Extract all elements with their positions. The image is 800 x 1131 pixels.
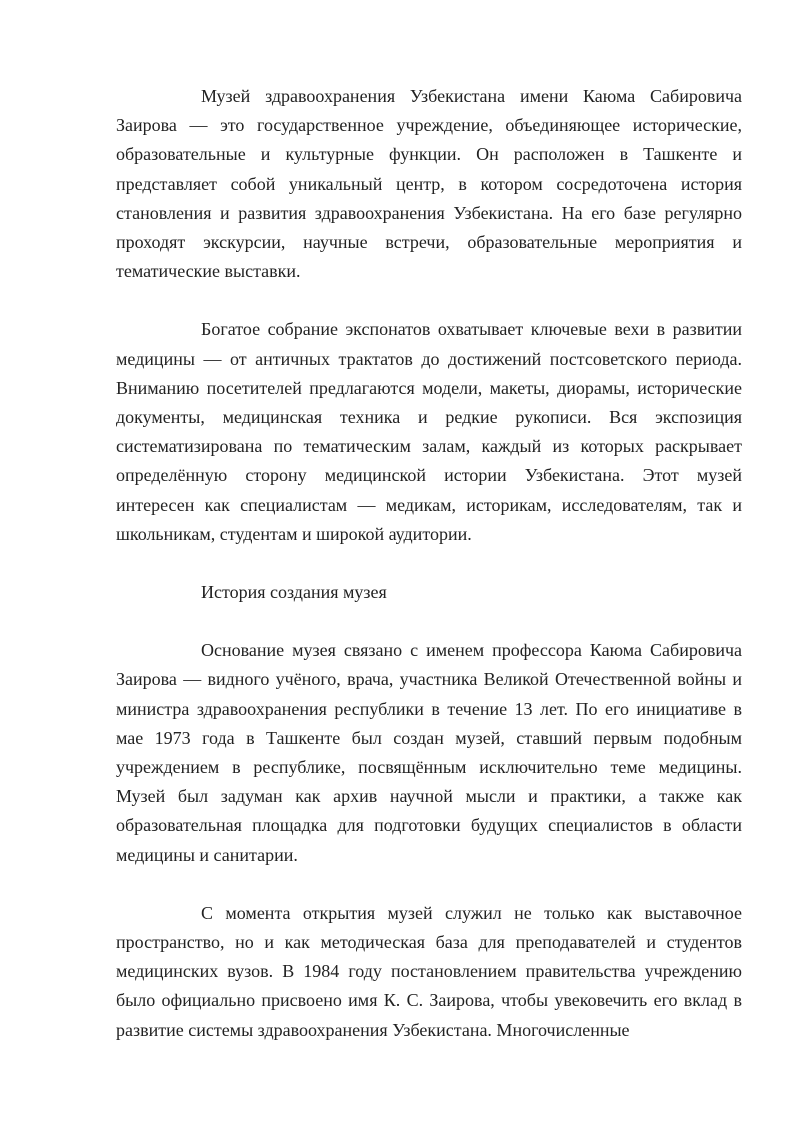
paragraph-spacer [116,549,742,578]
document-page [116,82,742,1045]
paragraph-intro: Музей здравоохранения Узбекистана имени Каюма Сабировича Заирова — это государственное учреждение, объединяющее исторические, образовательные и культурные функции. Он расположен в Ташкенте и представляет собой уникальный центр, в котором сосредоточена история становления и развития здравоохранения Узбекистана. На его базе регулярно проходят экскурсии, научные встречи, образовательные мероприятия и тематические выставки. [116,86,742,282]
paragraph-spacer [116,607,742,636]
paragraph-history: С момента открытия музей служил не только как выставочное пространство, но и как методическая база для преподавателей и студентов медицинских вузов. В 1984 году постановлением правительства учреждению было официально присвоено имя К. С. Заирова, чтобы увековечить его вклад в развитие системы здравоохранения Узбекистана. Многочисленные [116,902,742,1040]
paragraph-spacer [116,286,742,315]
paragraph-founding: Основание музея связано с именем профессора Каюма Сабировича Заирова — видного учёного, врача, участника Великой Отечественной войны и министра здравоохранения республики в течение 13 лет. По его инициативе в мае 1973 года в Ташкенте был создан музей, ставший первым подобным учреждением в республике, посвящённым исключительно теме медицины. Музей был задуман как архив научной мысли и практики, а также как образовательная площадка для подготовки будущих специалистов в области медицины и санитарии. [116,640,742,865]
section-heading: История создания музея [201,582,387,603]
paragraph-collection: Богатое собрание экспонатов охватывает ключевые вехи в развитии медицины — от античных трактатов до достижений постсоветского периода. Вниманию посетителей предлагаются модели, макеты, диорамы, исторические документы, медицинская техника и редкие рукописи. Вся экспозиция систематизирована по тематическим залам, каждый из которых раскрывает определённую сторону медицинской истории Узбекистана. Этот музей интересен как специалистам — медикам, историкам, исследователям, так и школьникам, студентам и широкой аудитории. [116,319,742,544]
paragraph-spacer [116,870,742,899]
